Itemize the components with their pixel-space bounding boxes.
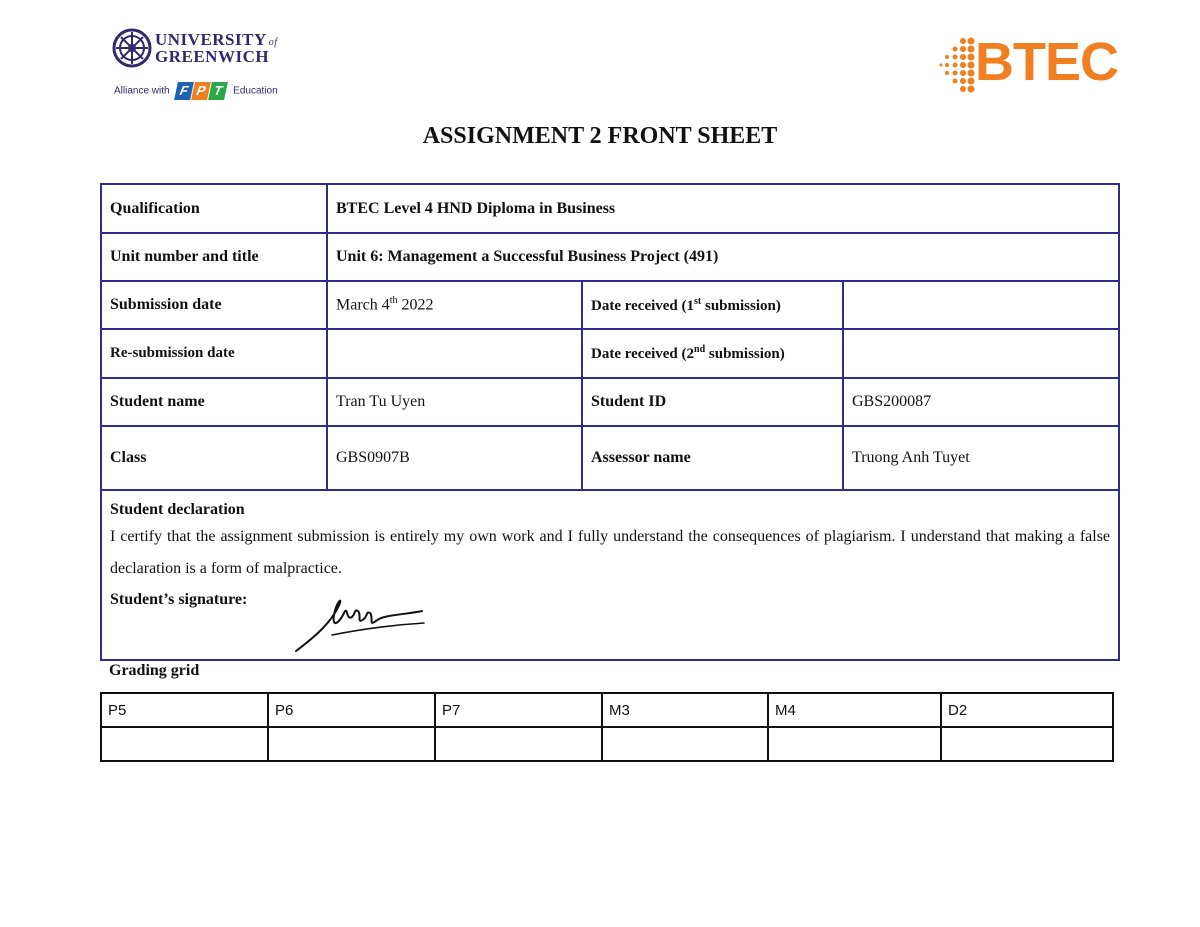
fpt-letter-f: F bbox=[174, 82, 194, 100]
resubmission-date-label: Re-submission date bbox=[101, 329, 327, 378]
date-received-1-ordinal: st bbox=[694, 295, 702, 307]
date-received-2-ordinal: nd bbox=[694, 344, 706, 355]
alliance-suffix: Education bbox=[233, 85, 278, 97]
date-received-1-value bbox=[843, 281, 1119, 329]
grade-header-m3: M3 bbox=[602, 693, 768, 727]
grade-value-p6 bbox=[268, 727, 435, 761]
submission-date-text: March 4 bbox=[336, 296, 390, 314]
university-name-line2: GREENWICH bbox=[155, 47, 270, 66]
student-row bbox=[101, 378, 1119, 426]
submission-date-value bbox=[327, 281, 582, 329]
fpt-letter-t: T bbox=[208, 82, 228, 100]
date-received-1-text: Date received (1 bbox=[591, 297, 695, 314]
grade-header-m4: M4 bbox=[768, 693, 941, 727]
grade-header-p5: P5 bbox=[101, 693, 268, 727]
class-row bbox=[101, 426, 1119, 490]
grade-value-m4 bbox=[768, 727, 941, 761]
declaration-heading: Student declaration bbox=[110, 501, 245, 518]
grade-value-d2 bbox=[941, 727, 1113, 761]
unit-label: Unit number and title bbox=[101, 233, 327, 281]
resubmission-date-value bbox=[327, 329, 582, 378]
submission-date-label: Submission date bbox=[101, 281, 327, 329]
university-of-greenwich-logo bbox=[112, 28, 282, 104]
student-name-value: Tran Tu Uyen bbox=[327, 378, 582, 426]
grading-value-row bbox=[101, 727, 1113, 761]
alliance-prefix: Alliance with bbox=[114, 85, 170, 97]
declaration-cell bbox=[101, 490, 1119, 660]
grading-grid-table bbox=[100, 692, 1114, 762]
class-label: Class bbox=[101, 426, 327, 490]
student-name-label: Student name bbox=[101, 378, 327, 426]
date-received-2-text: Date received (2 bbox=[591, 346, 695, 362]
grading-grid-label: Grading grid bbox=[109, 662, 200, 679]
declaration-row bbox=[101, 490, 1119, 660]
submission-row bbox=[101, 281, 1119, 329]
class-value: GBS0907B bbox=[327, 426, 582, 490]
university-crest-icon bbox=[112, 28, 152, 68]
signature-label: Student’s signature: bbox=[110, 591, 248, 608]
front-sheet-table bbox=[100, 183, 1120, 661]
declaration-text: I certify that the assignment submission is entirely my own work and I fully understand the consequences of plagiarism. I understand that making a false declaration is a form of malpractice. bbox=[110, 528, 1111, 577]
student-id-label: Student ID bbox=[582, 378, 843, 426]
alliance-fpt-education bbox=[114, 82, 278, 104]
grade-header-d2: D2 bbox=[941, 693, 1113, 727]
grade-value-p7 bbox=[435, 727, 602, 761]
date-received-2-label bbox=[582, 329, 843, 378]
page-title: ASSIGNMENT 2 FRONT SHEET bbox=[422, 123, 778, 149]
qualification-label: Qualification bbox=[101, 184, 327, 233]
date-received-1-label bbox=[582, 281, 843, 329]
assessor-label: Assessor name bbox=[582, 426, 843, 490]
date-received-1-tail: submission) bbox=[701, 297, 781, 314]
btec-wordmark: BTEC bbox=[975, 32, 1118, 92]
submission-date-year: 2022 bbox=[397, 296, 434, 314]
student-id-value: GBS200087 bbox=[843, 378, 1119, 426]
btec-logo bbox=[937, 32, 1122, 97]
date-received-2-value bbox=[843, 329, 1119, 378]
date-received-2-tail: submission) bbox=[705, 346, 785, 362]
grading-header-row bbox=[101, 693, 1113, 727]
grade-value-m3 bbox=[602, 727, 768, 761]
university-name-line1: UNIVERSITY bbox=[155, 30, 267, 49]
assessor-value: Truong Anh Tuyet bbox=[843, 426, 1119, 490]
student-signature-image bbox=[292, 595, 532, 655]
qualification-row bbox=[101, 184, 1119, 233]
grade-header-p6: P6 bbox=[268, 693, 435, 727]
grade-value-p5 bbox=[101, 727, 268, 761]
btec-dots-icon bbox=[937, 35, 977, 97]
fpt-letter-p: P bbox=[191, 82, 211, 100]
university-of-word: of bbox=[268, 37, 278, 48]
unit-value: Unit 6: Management a Successful Business Project (491) bbox=[327, 233, 1119, 281]
grade-header-p7: P7 bbox=[435, 693, 602, 727]
unit-row bbox=[101, 233, 1119, 281]
resubmission-row bbox=[101, 329, 1119, 378]
qualification-value: BTEC Level 4 HND Diploma in Business bbox=[327, 184, 1119, 233]
submission-date-suffix: th bbox=[389, 295, 398, 307]
